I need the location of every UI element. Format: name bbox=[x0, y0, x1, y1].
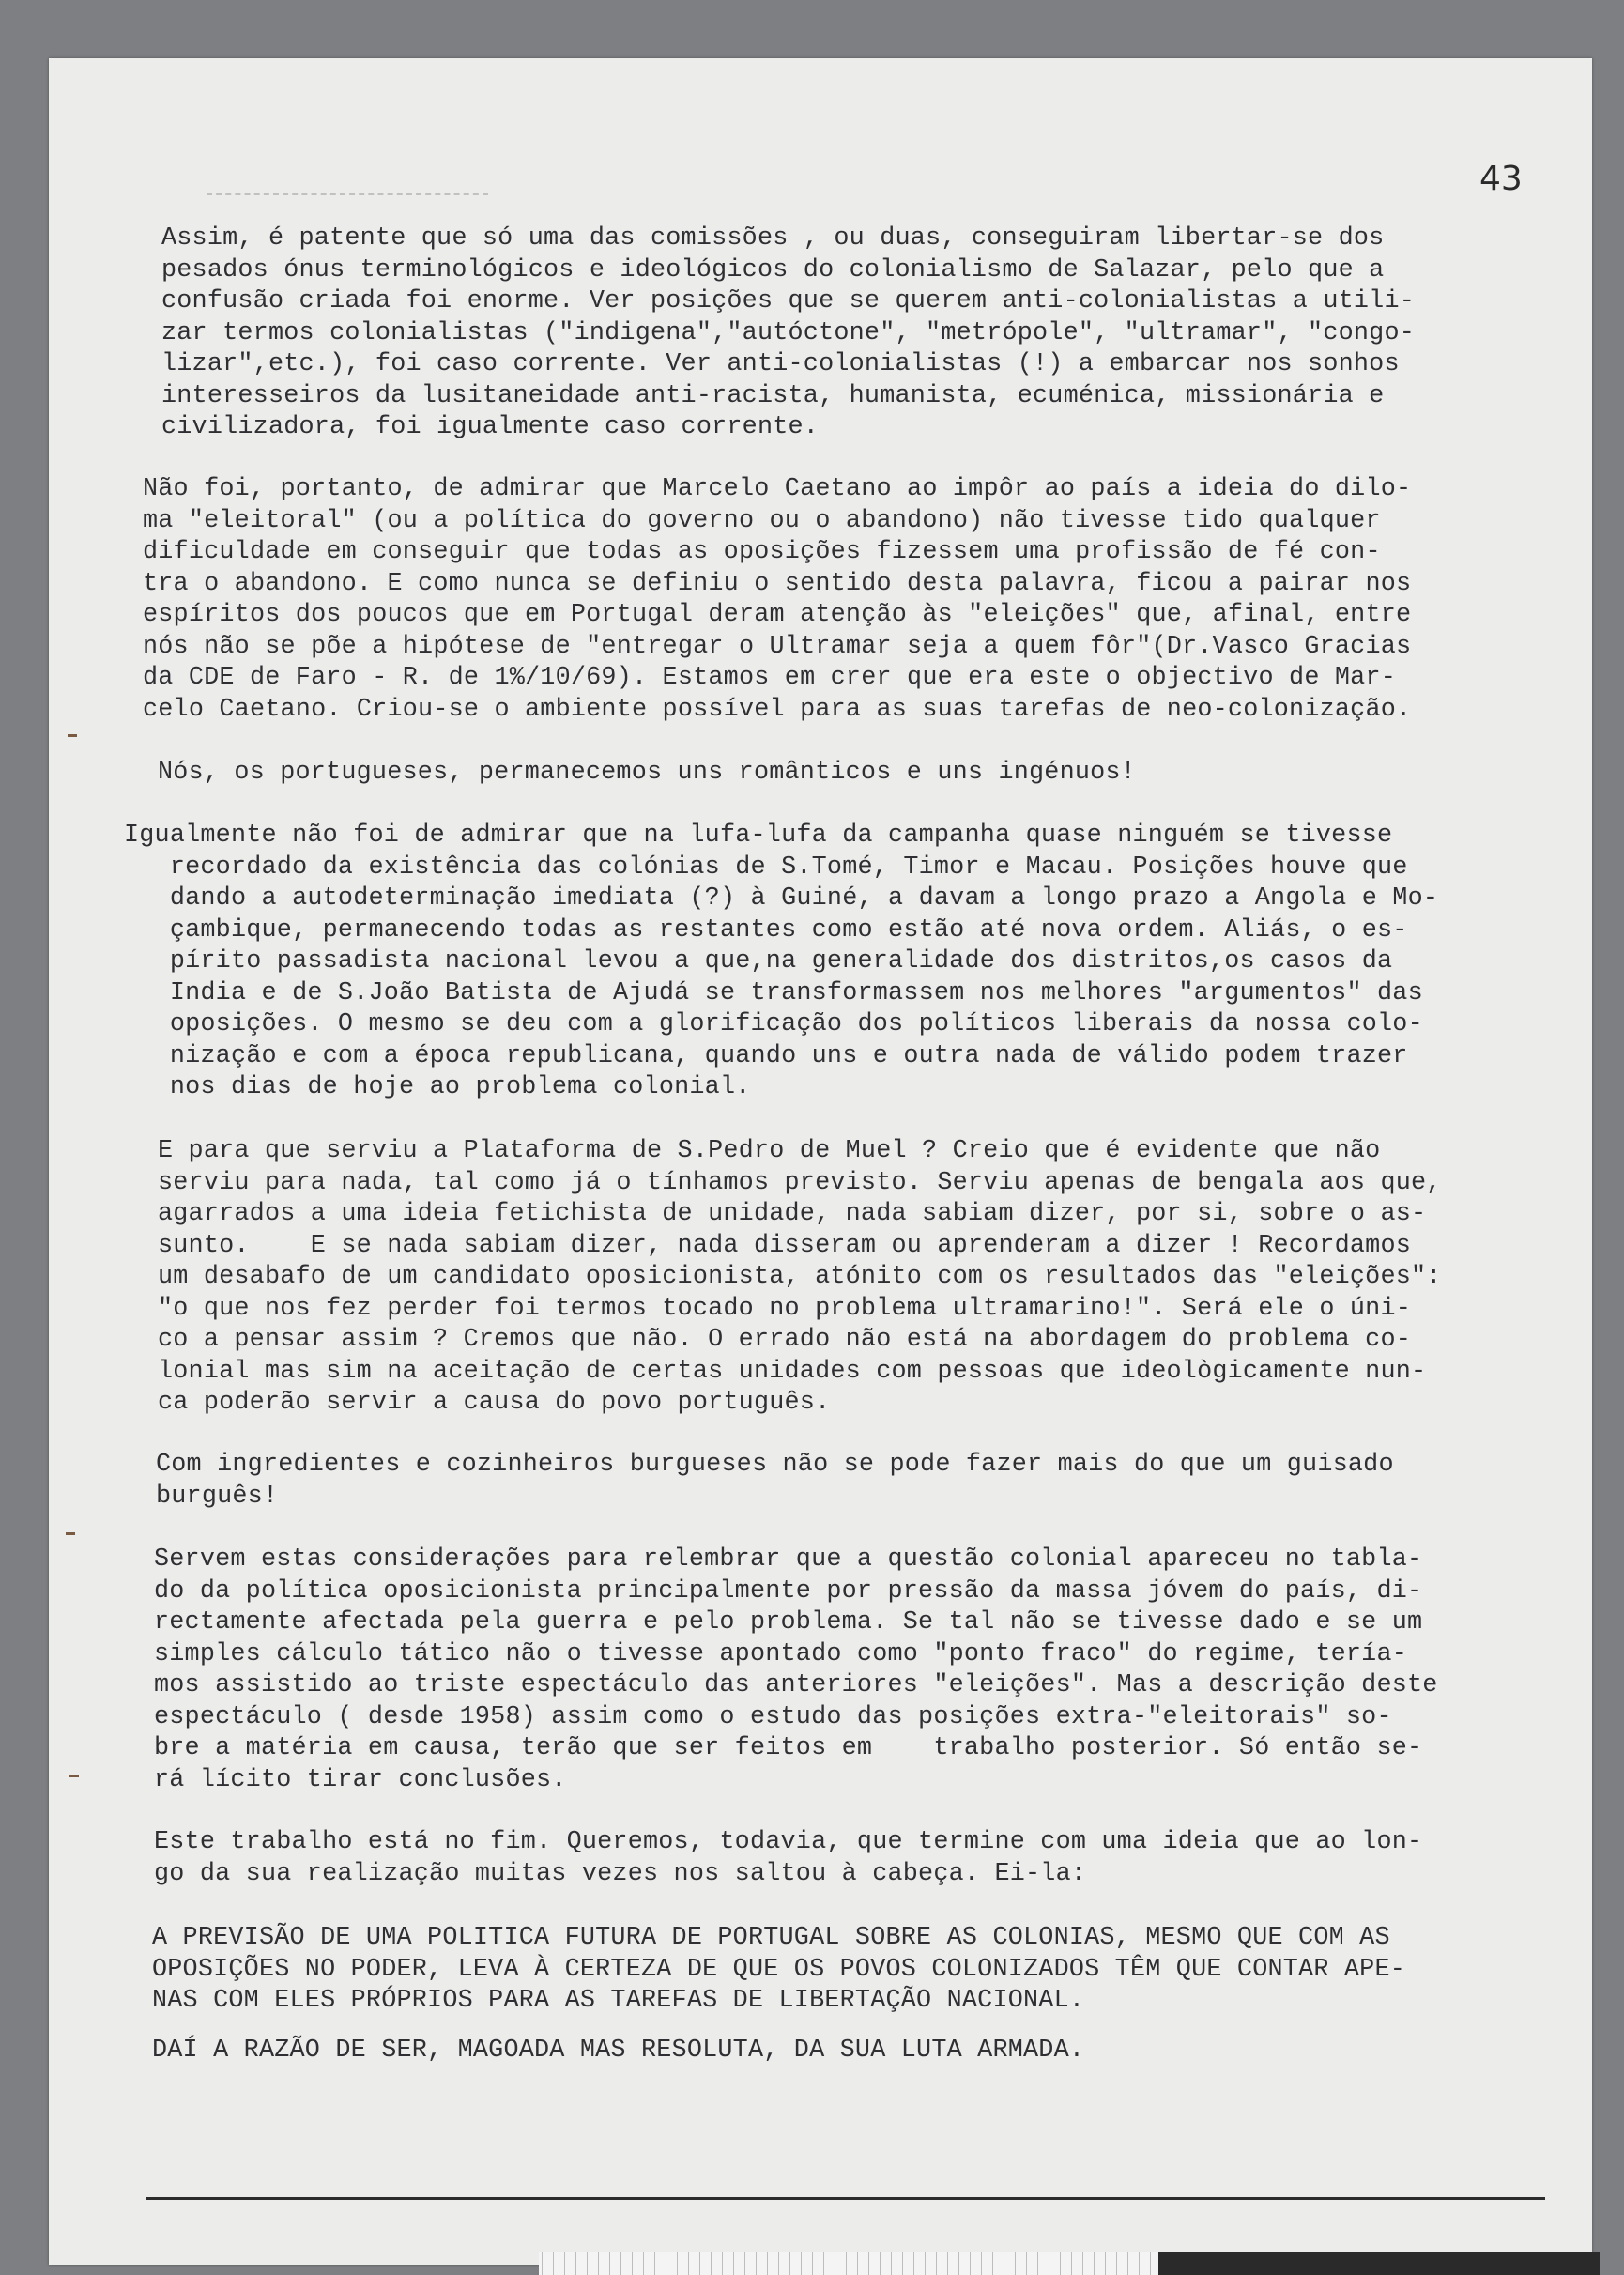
paragraph-1: Assim, é patente que só uma das comissões , ou duas, conseguiram libertar-se dos pesados ónus terminológicos e ideológicos do colonialismo de Salazar, pelo que a confusão criada foi enorme. Ver posições que se querem anti-colonialistas a utili- zar termos colonialistas ("indigena","autóctone", "metrópole", "ultramar", "congo- lizar",etc.), foi caso corrente. Ver anti-colonialistas (!) a embarcar nos sonhos interesseiros da lusitaneidade anti-racista, humanista, ecuménica, missionária e civilizadora, foi igualmente caso corrente. bbox=[161, 224, 1416, 441]
paragraph-5: E para que serviu a Plataforma de S.Pedro de Muel ? Creio que é evidente que não serviu para nada, tal como já o tínhamos previsto. Serviu apenas de bengala aos que, agarrados a uma ideia fetichista de unidade, nada sabiam dizer, por si, sobre o as- sunto. E se nada sabiam dizer, nada disseram ou aprenderam a dizer ! Recordamos um desabafo de um candidato oposicionista, atónito com os resultados das "eleições": "o que nos fez perder foi termos tocado no problema ultramarino!". Será ele o úni- co a pensar assim ? Cremos que não. O errado não está na abordagem do problema co- lonial mas sim na aceitação de certas unidades com pessoas que ideològicamente nun- ca poderão servir a causa do povo português. bbox=[158, 1137, 1442, 1417]
margin-mark bbox=[66, 1532, 75, 1535]
paragraph-6: Com ingredientes e cozinheiros burgueses não se pode fazer mais do que um guisado burguês! bbox=[156, 1451, 1394, 1511]
page-number: 43 bbox=[1479, 160, 1523, 198]
margin-mark bbox=[68, 734, 77, 737]
paragraph-3: Nós, os portugueses, permanecemos uns românticos e uns ingénuos! bbox=[158, 759, 1136, 787]
paragraph-4: Igualmente não foi de admirar que na lufa-lufa da campanha quase ninguém se tivesse recordado da existência das colónias de S.Tomé, Timor e Macau. Posições houve que dando a autodeterminação imediata (?) à Guiné, a davam a longo prazo a Angola e Mo- çambique, permanecendo todas as restantes como estão até nova ordem. Aliás, o es- pírito passadista nacional levou a que,na generalidade dos distritos,os casos da India e de S.João Batista de Ajudá se transformassem nos melhores "argumentos" das oposições. O mesmo se deu com a glorificação dos políticos liberais da nossa colo- nização e com a época republicana, quando uns e outra nada de válido podem trazer nos dias de hoje ao problema colonial. bbox=[124, 822, 1439, 1101]
final-caps-line: DAÍ A RAZÃO DE SER, MAGOADA MAS RESOLUTA, DA SUA LUTA ARMADA. bbox=[152, 2037, 1085, 2065]
margin-mark bbox=[69, 1775, 79, 1777]
scan-ruler bbox=[539, 2252, 1600, 2275]
faded-header-line bbox=[207, 193, 488, 197]
paragraph-2: Não foi, portanto, de admirar que Marcelo Caetano ao impôr ao país a ideia do dilo- ma "eleitoral" (ou a política do governo ou o abandono) não tivesse tido qualquer dificuldade em conseguir que todas as oposições fizessem uma profissão de fé con- tra o abandono. E como nunca se definiu o sentido desta palavra, ficou a pairar nos espíritos dos poucos que em Portugal deram atenção às "eleições" que, afinal, entre nós não se põe a hipótese de "entregar o Ultramar seja a quem fôr"(Dr.Vasco Gracias da CDE de Faro - R. de 1%/10/69). Estamos em crer que era este o objectivo de Mar- celo Caetano. Criou-se o ambiente possível para as suas tarefas de neo-colonização. bbox=[143, 475, 1412, 724]
scan-ruler-dark-segment bbox=[1158, 2252, 1600, 2275]
paragraph-7: Servem estas considerações para relembrar que a questão colonial apareceu no tabla- do da política oposicionista principalmente por pressão da massa jóvem do país, di- rectamente afectada pela guerra e pelo problema. Se tal não se tivesse dado e se um simples cálculo tático não o tivesse apontado como "ponto fraco" do regime, tería- mos assistido ao triste espectáculo das anteriores "eleições". Mas a descrição deste espectáculo ( desde 1958) assim como o estudo das posições extra-"eleitorais" so- bre a matéria em causa, terão que ser feitos em trabalho posterior. Só então se- rá lícito tirar conclusões. bbox=[154, 1545, 1438, 1794]
bottom-rule bbox=[146, 2197, 1545, 2200]
paragraph-8: Este trabalho está no fim. Queremos, todavia, que termine com uma ideia que ao lon- go da sua realização muitas vezes nos saltou à cabeça. Ei-la: bbox=[154, 1828, 1423, 1888]
conclusion-caps-paragraph: A PREVISÃO DE UMA POLITICA FUTURA DE PORTUGAL SOBRE AS COLONIAS, MESMO QUE COM AS OPOSIÇÕES NO PODER, LEVA À CERTEZA DE QUE OS POVOS COLONIZADOS TÊM QUE CONTAR APE- NAS COM ELES PRÓPRIOS PARA AS TAREFAS DE LIBERTAÇÃO NACIONAL. bbox=[152, 1924, 1406, 2015]
